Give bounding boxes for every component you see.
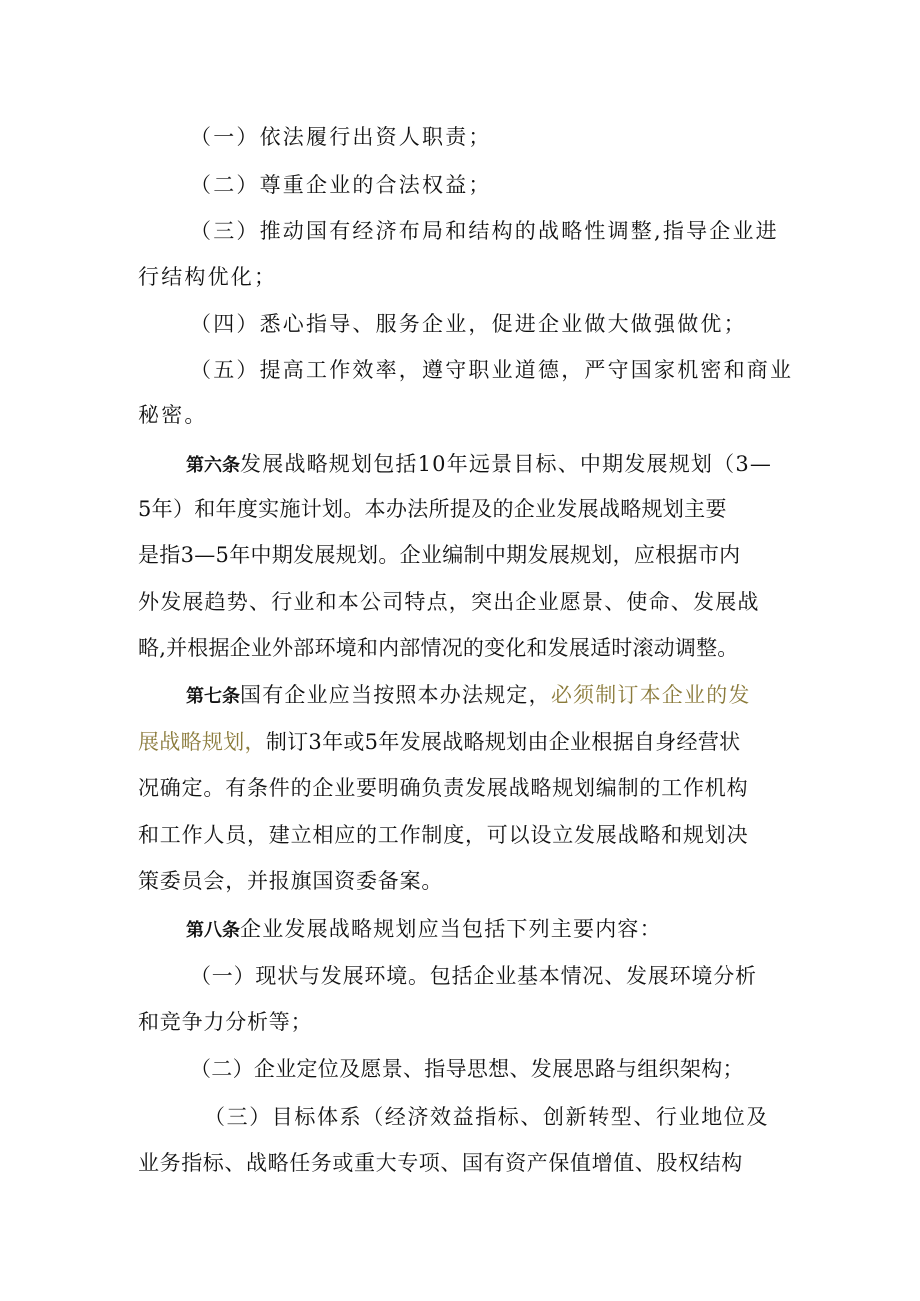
line-text: 略,并根据企业外部环境和内部情况的变化和发展适时滚动调整。 xyxy=(138,636,739,660)
line-text: 企业发展战略规划应当包括下列主要内容： xyxy=(240,917,662,941)
clause-item-4 xyxy=(190,309,920,339)
line-text: 秘密。 xyxy=(138,403,208,427)
content-item-1 xyxy=(190,961,920,991)
clause-item-3 xyxy=(190,216,920,246)
line-text: （二）尊重企业的合法权益； xyxy=(190,173,492,197)
line-text: 行结构优化； xyxy=(138,265,278,289)
highlighted-text: 展战略规划， xyxy=(138,730,266,754)
line-text: 5年）和年度实施计划。本办法所提及的企业发展战略规划主要 xyxy=(138,497,727,521)
article-8 xyxy=(186,914,920,944)
clause-item-1 xyxy=(190,122,920,152)
line-text: （一）现状与发展环境。包括企业基本情况、发展环境分析 xyxy=(190,964,757,988)
line-text: 业务指标、战略任务或重大专项、国有资产保值增值、股权结构 xyxy=(138,1151,743,1175)
clause-item-2 xyxy=(190,170,920,200)
clause-item-3-cont xyxy=(138,262,920,292)
line-text: 和竞争力分析等； xyxy=(138,1010,313,1034)
article-label: 第七条 xyxy=(186,686,240,707)
line-text: 外发展趋势、行业和本公司特点，突出企业愿景、使命、发展战 xyxy=(138,590,760,614)
article-6-line-4 xyxy=(138,587,920,617)
article-7-line-3 xyxy=(138,773,920,803)
line-text: （二）企业定位及愿景、指导思想、发展思路与组织架构； xyxy=(190,1057,744,1081)
article-6 xyxy=(186,449,920,479)
article-7-line-2 xyxy=(138,727,920,757)
article-7-line-4 xyxy=(138,820,920,850)
clause-item-5 xyxy=(190,355,920,385)
article-6-line-5 xyxy=(138,633,920,663)
line-text: （三）推动国有经济布局和结构的战略性调整,指导企业进 xyxy=(190,219,779,243)
article-6-line-2 xyxy=(138,494,920,524)
line-text: 策委员会，并报旗国资委备案。 xyxy=(138,869,444,893)
line-text: 发展战略规划包括10年远景目标、中期发展规划（3— xyxy=(240,452,773,476)
content-item-3-cont xyxy=(138,1148,920,1178)
line-text: 国有企业应当按照本办法规定， xyxy=(240,683,551,707)
line-text: 况确定。有条件的企业要明确负责发展战略规划编制的工作机构 xyxy=(138,776,749,800)
article-7 xyxy=(186,680,920,710)
line-text: 和工作人员，建立相应的工作制度，可以设立发展战略和规划决 xyxy=(138,823,749,847)
content-item-3 xyxy=(204,1102,920,1132)
line-text: （五）提高工作效率，遵守职业道德，严守国家机密和商业 xyxy=(190,358,794,382)
content-item-1-cont xyxy=(138,1007,920,1037)
line-text: （一）依法履行出资人职责； xyxy=(190,125,492,149)
article-label: 第六条 xyxy=(186,455,240,476)
article-7-line-5 xyxy=(138,866,920,896)
content-item-2 xyxy=(190,1054,920,1084)
clause-item-5-cont xyxy=(138,400,920,430)
highlighted-text: 必须制订本企业的发 xyxy=(550,683,751,707)
article-6-line-3 xyxy=(138,540,920,570)
line-text: 是指3—5年中期发展规划。企业编制中期发展规划，应根据市内 xyxy=(138,543,741,567)
line-text: 制订3年或5年发展战略规划由企业根据自身经营状 xyxy=(265,730,741,754)
line-text: （四）悉心指导、服务企业，促进企业做大做强做优； xyxy=(190,312,747,336)
line-text: （三）目标体系（经济效益指标、创新转型、行业地位及 xyxy=(204,1105,769,1129)
article-label: 第八条 xyxy=(186,920,240,941)
